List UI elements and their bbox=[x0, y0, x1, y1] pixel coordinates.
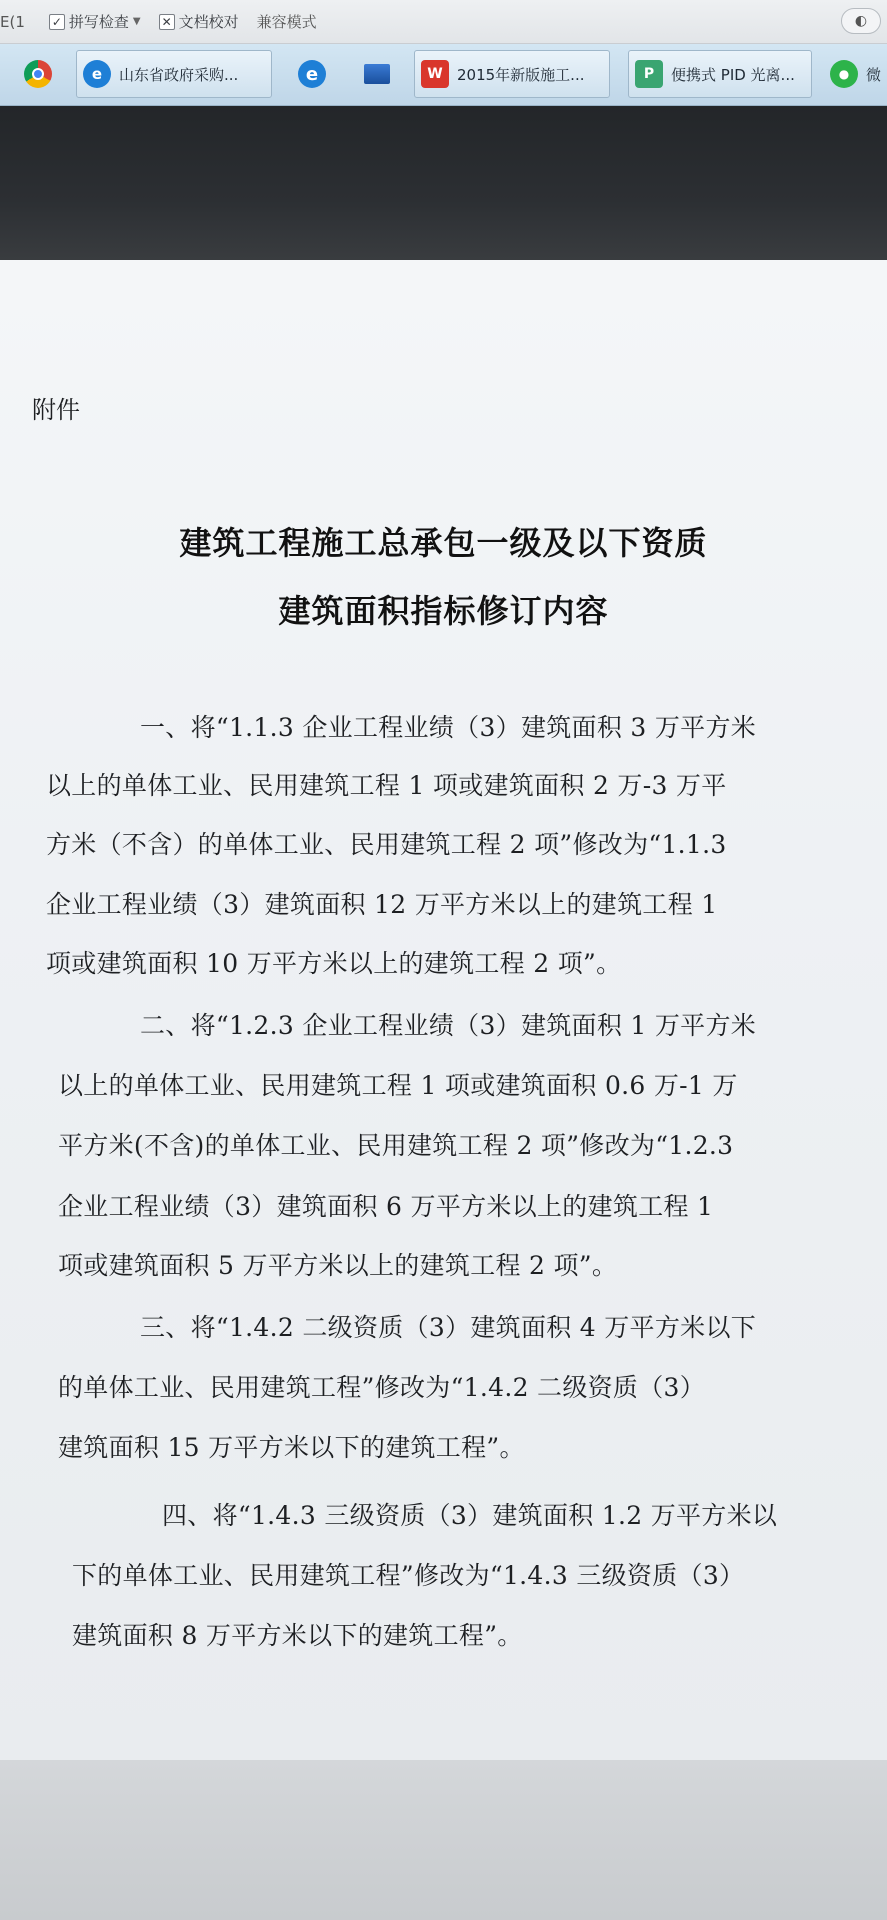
taskbar-pid[interactable] bbox=[628, 50, 812, 98]
check-icon: ✓ bbox=[49, 14, 65, 30]
proof-icon: ✕ bbox=[159, 14, 175, 30]
wps-icon: W bbox=[421, 60, 449, 88]
compat-mode-label: 兼容模式 bbox=[256, 13, 317, 31]
spell-check-label: 拼写检查 bbox=[68, 13, 129, 31]
paragraph-line: 下的单体工业、民用建筑工程”修改为“1.4.3 三级资质（3） bbox=[72, 1561, 745, 1590]
wechat-icon: ● bbox=[830, 60, 858, 88]
paragraph-line: 以上的单体工业、民用建筑工程 1 项或建筑面积 0.6 万-1 万 bbox=[58, 1071, 738, 1100]
taskbar-chrome[interactable] bbox=[24, 50, 68, 98]
paragraph-line: 方米（不含）的单体工业、民用建筑工程 2 项”修改为“1.1.3 bbox=[46, 830, 727, 859]
paragraph-line: 二、将“1.2.3 企业工程业绩（3）建筑面积 1 万平方米 bbox=[140, 1011, 757, 1040]
ie-icon: e bbox=[298, 60, 326, 88]
taskbar bbox=[0, 44, 887, 106]
paragraph-line: 三、将“1.4.2 二级资质（3）建筑面积 4 万平方米以下 bbox=[140, 1313, 757, 1342]
document-body bbox=[0, 260, 887, 1760]
chrome-icon bbox=[24, 60, 52, 88]
taskbar-label: 便携式 PID 光离... bbox=[671, 65, 795, 84]
ie-icon: e bbox=[83, 60, 111, 88]
paragraph-line: 以上的单体工业、民用建筑工程 1 项或建筑面积 2 万-3 万平 bbox=[46, 771, 727, 800]
doc-proof-button[interactable] bbox=[159, 11, 239, 32]
desktop-icon bbox=[364, 64, 390, 84]
paragraph-line: 建筑面积 8 万平方米以下的建筑工程”。 bbox=[72, 1621, 523, 1650]
paragraph-line: 一、将“1.1.3 企业工程业绩（3）建筑面积 3 万平方米 bbox=[140, 713, 757, 742]
taskbar-label: 山东省政府采购... bbox=[119, 65, 239, 84]
paragraph-line: 平方米(不含)的单体工业、民用建筑工程 2 项”修改为“1.2.3 bbox=[58, 1131, 734, 1160]
paragraph-line: 的单体工业、民用建筑工程”修改为“1.4.2 二级资质（3） bbox=[58, 1373, 706, 1402]
paragraph-line: 企业工程业绩（3）建筑面积 12 万平方米以上的建筑工程 1 bbox=[46, 890, 718, 919]
monitor-bezel bbox=[0, 106, 887, 264]
taskbar-ie-procurement[interactable] bbox=[76, 50, 272, 98]
pid-icon: P bbox=[635, 60, 663, 88]
doc-proof-label: 文档校对 bbox=[178, 13, 239, 31]
attachment-label: 附件 bbox=[32, 396, 80, 424]
background-surface bbox=[0, 1760, 887, 1920]
printed-document bbox=[0, 260, 887, 1760]
taskbar-ie[interactable] bbox=[298, 50, 342, 98]
taskbar-label: 微 bbox=[866, 65, 882, 84]
paragraph-line: 企业工程业绩（3）建筑面积 6 万平方米以上的建筑工程 1 bbox=[58, 1192, 714, 1221]
document-toolbar bbox=[0, 0, 887, 44]
taskbar-label: 2015年新版施工... bbox=[457, 65, 585, 84]
chevron-down-icon[interactable]: ▼ bbox=[132, 16, 141, 27]
paragraph-line: 项或建筑面积 10 万平方米以上的建筑工程 2 项”。 bbox=[46, 949, 622, 978]
toolbar-fragment: E(1 bbox=[0, 12, 25, 31]
taskbar-wechat[interactable] bbox=[830, 50, 887, 98]
document-title-line2: 建筑面积指标修订内容 bbox=[278, 592, 609, 630]
taskbar-wps-doc[interactable] bbox=[414, 50, 610, 98]
paragraph-line: 建筑面积 15 万平方米以下的建筑工程”。 bbox=[58, 1433, 525, 1462]
account-icon[interactable]: ◐ bbox=[841, 8, 881, 34]
paragraph-line: 四、将“1.4.3 三级资质（3）建筑面积 1.2 万平方米以 bbox=[162, 1501, 778, 1530]
taskbar-desktop[interactable] bbox=[364, 50, 408, 98]
document-title-line1: 建筑工程施工总承包一级及以下资质 bbox=[179, 524, 708, 562]
paragraph-line: 项或建筑面积 5 万平方米以上的建筑工程 2 项”。 bbox=[58, 1251, 618, 1280]
spell-check-button[interactable] bbox=[49, 11, 141, 32]
